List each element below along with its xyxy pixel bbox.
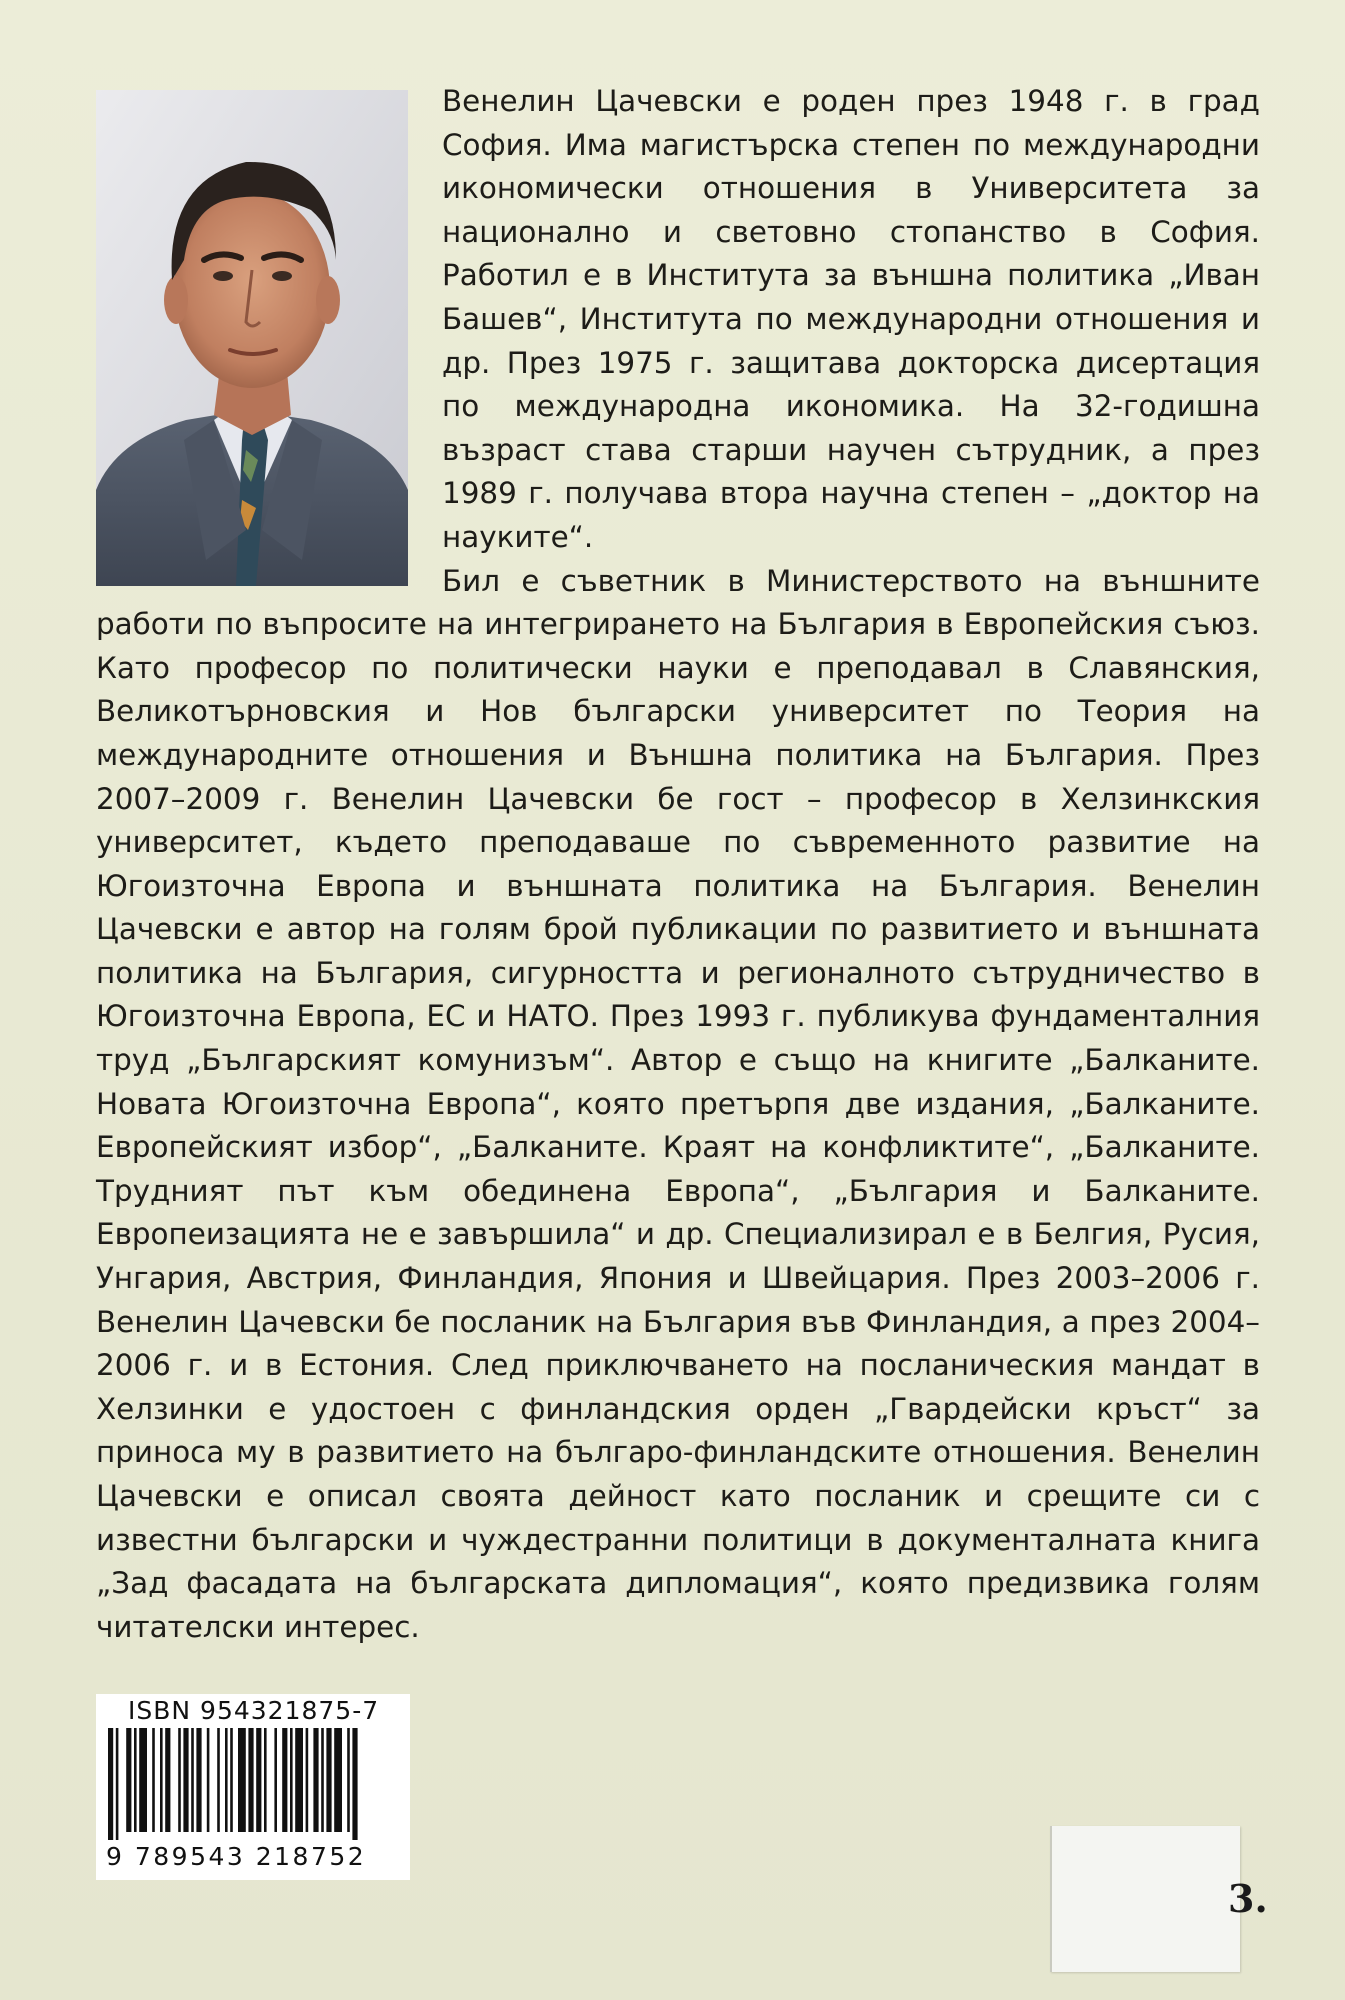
bio-paragraph-1: Венелин Цачевски е роден през 1948 г. в град София. Има магистърска степен по международни икономически отношения в Университета за национално и световно стопанство в София. Работил е в Института за външна политика „Иван Башев“, Института по международни отношения и др. През 1975 г. защитава докторска дисертация по международна икономика. На 32-годишна възраст става старши научен сътрудник, а през 1989 г. получава втора научна степен – „доктор на науките“. bbox=[442, 84, 1260, 554]
ean-digits: 9 789543 218752 bbox=[106, 1842, 367, 1871]
photo-spacer bbox=[96, 80, 442, 570]
bio-paragraph-2: Бил е съветник в Министерството на външните работи по въпросите на интегрирането на България в Европейския съюз. Като професор по политически науки е преподавал в Славянския, Великотърновския и Нов български университет по Теория на международните отношения и Външна политика на България. През 2007–2009 г. Венелин Цачевски бе гост – професор в Хелзинкския университет, където преподаваше по съвременното развитие на Югоизточна Европа и външната политика на България. Венелин Цачевски е автор на голям брой публикации по развитието и външната политика на България, сигурността и регионалното сътрудничество в Югоизточна Европа, ЕС и НАТО. През 1993 г. публикува фундаменталния труд „Българският комунизъм“. Автор е също на книгите „Балканите. Новата Югоизточна Европа“, която претърпя две издания, „Балканите. Европейският избор“, „Балканите. Краят на конфликтите“, „Балканите. Трудният път към обединена Европа“, „България и Балканите. Европеизацията не е завършила“ и др. Специализирал е в Белгия, Русия, Унгария, Австрия, Финландия, Япония и Швейцария. През 2003–2006 г. Венелин Цачевски бе посланик на България във Финландия, а през 2004–2006 г. и в Естония. След приключването на посланическия мандат в Хелзинки е удостоен с финландския орден „Гвардейски кръст“ за приноса му в развитието на българо-финландските отношения. Венелин Цачевски е описал своята дейност като посланик и срещите си с известни български и чуждестранни политици в документалната книга „Зад фасадата на българската дипломация“, която предизвика голям читателски интерес. bbox=[96, 563, 1260, 1644]
isbn-barcode-box bbox=[96, 1694, 410, 1880]
barcode-icon bbox=[108, 1728, 398, 1840]
price-sticker bbox=[1050, 1826, 1240, 1972]
isbn-label: ISBN 954321875-7 bbox=[128, 1696, 380, 1725]
edge-mark: 3. bbox=[1228, 1876, 1268, 1921]
author-biography bbox=[96, 80, 1260, 1649]
